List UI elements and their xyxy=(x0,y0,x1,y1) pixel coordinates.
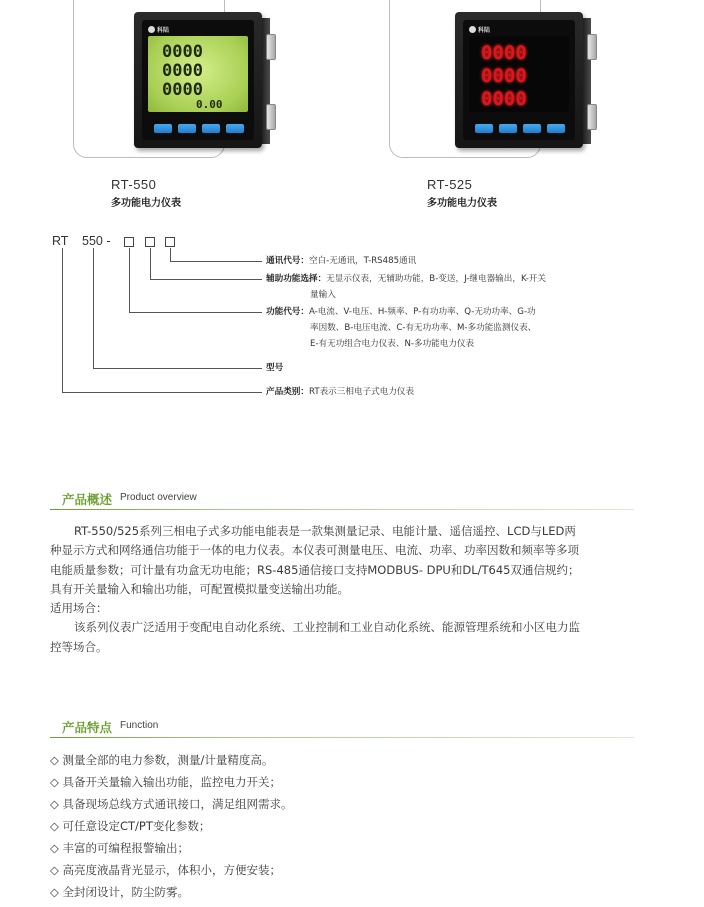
feature-item: ◇ 丰富的可编程报警输出； xyxy=(50,841,189,855)
code-box-function xyxy=(124,237,134,247)
feature-item: ◇ 全封闭设计，防尘防雾。 xyxy=(50,885,189,899)
overview-divider xyxy=(50,509,634,510)
product-model-rt550: RT-550 xyxy=(111,177,157,192)
feature-item: ◇ 测量全部的电力参数，测量/计量精度高。 xyxy=(50,753,274,767)
lcd-display: 0000 0000 0000 0.00 xyxy=(148,36,248,112)
mounting-clip-icon xyxy=(266,34,276,60)
code-desc-comm: 通讯代号：空白-无通讯，T-RS485通讯 xyxy=(266,256,417,266)
meter-buttons xyxy=(154,124,244,133)
brand-logo: 科陆 xyxy=(148,25,169,34)
model-code-prefix: RT xyxy=(52,234,69,248)
code-desc-auxiliary: 辅助功能选择：无显示仪表，无辅助功能，B-变送，J-继电器输出，K-开关 量输入 xyxy=(266,274,546,300)
code-box-auxiliary xyxy=(145,237,155,247)
code-desc-model: 型号 xyxy=(266,363,284,373)
mounting-clip-icon xyxy=(587,104,597,130)
mounting-clip-icon xyxy=(266,104,276,130)
features-title: 产品特点 xyxy=(62,720,113,735)
code-desc-function: 功能代号：A-电流、V-电压、H-频率、P-有功功率、Q-无功功率、G-功 率因数、B-电压电流、C-有无功功率、M-多功能监测仪表、 E-有无功组合电力仪表、N-多功能电力仪表 xyxy=(266,307,537,349)
feature-item: ◇ 高亮度液晶背光显示，体积小，方便安装； xyxy=(50,863,281,877)
product-name-rt550: 多功能电力仪表 xyxy=(111,198,181,209)
overview-title: 产品概述 xyxy=(62,492,113,507)
product-name-rt525: 多功能电力仪表 xyxy=(427,198,497,209)
feature-item: ◇ 具备现场总线方式通讯接口，满足组网需求。 xyxy=(50,797,293,811)
brand-logo: 科陆 xyxy=(469,25,490,34)
features-title-en: Function xyxy=(120,720,159,731)
code-desc-category: 产品类别：RT表示三相电子式电力仪表 xyxy=(266,387,415,397)
led-display: 0000 0000 0000 xyxy=(469,36,569,112)
model-code-series: 550 - xyxy=(82,234,111,248)
meter-buttons xyxy=(475,124,565,133)
code-box-comm xyxy=(165,237,175,247)
product-model-rt525: RT-525 xyxy=(427,177,473,192)
overview-title-en: Product overview xyxy=(120,492,197,503)
meter-rt550-image xyxy=(134,12,284,152)
overview-body: RT-550/525系列三相电子式多功能电能表是一款集测量记录、电能计量、遥信遥控、LCD与LED两 种显示方式和网络通信功能于一体的电力仪表。本仪表可测量电压、电流、功率、功率因数和频率等多项 电能质量参数；可计量有功盒无功电能；RS-485通信接口支持MODBUS- DPU和DL/T645双通信规约； 具有开关量输入和输出功能，可配置模拟量变送输出功能。 适用场合： 该系列仪表广泛适用于变配电自动化系统、工业控制和工业自动化系统、能源管理系统和小区电力监 控等场合。 xyxy=(50,524,580,654)
features-divider xyxy=(50,737,634,738)
feature-item: ◇ 可任意设定CT/PT变化参数； xyxy=(50,819,211,833)
meter-rt525-image xyxy=(455,12,605,152)
feature-item: ◇ 具备开关量输入输出功能，监控电力开关； xyxy=(50,775,281,789)
mounting-clip-icon xyxy=(587,34,597,60)
